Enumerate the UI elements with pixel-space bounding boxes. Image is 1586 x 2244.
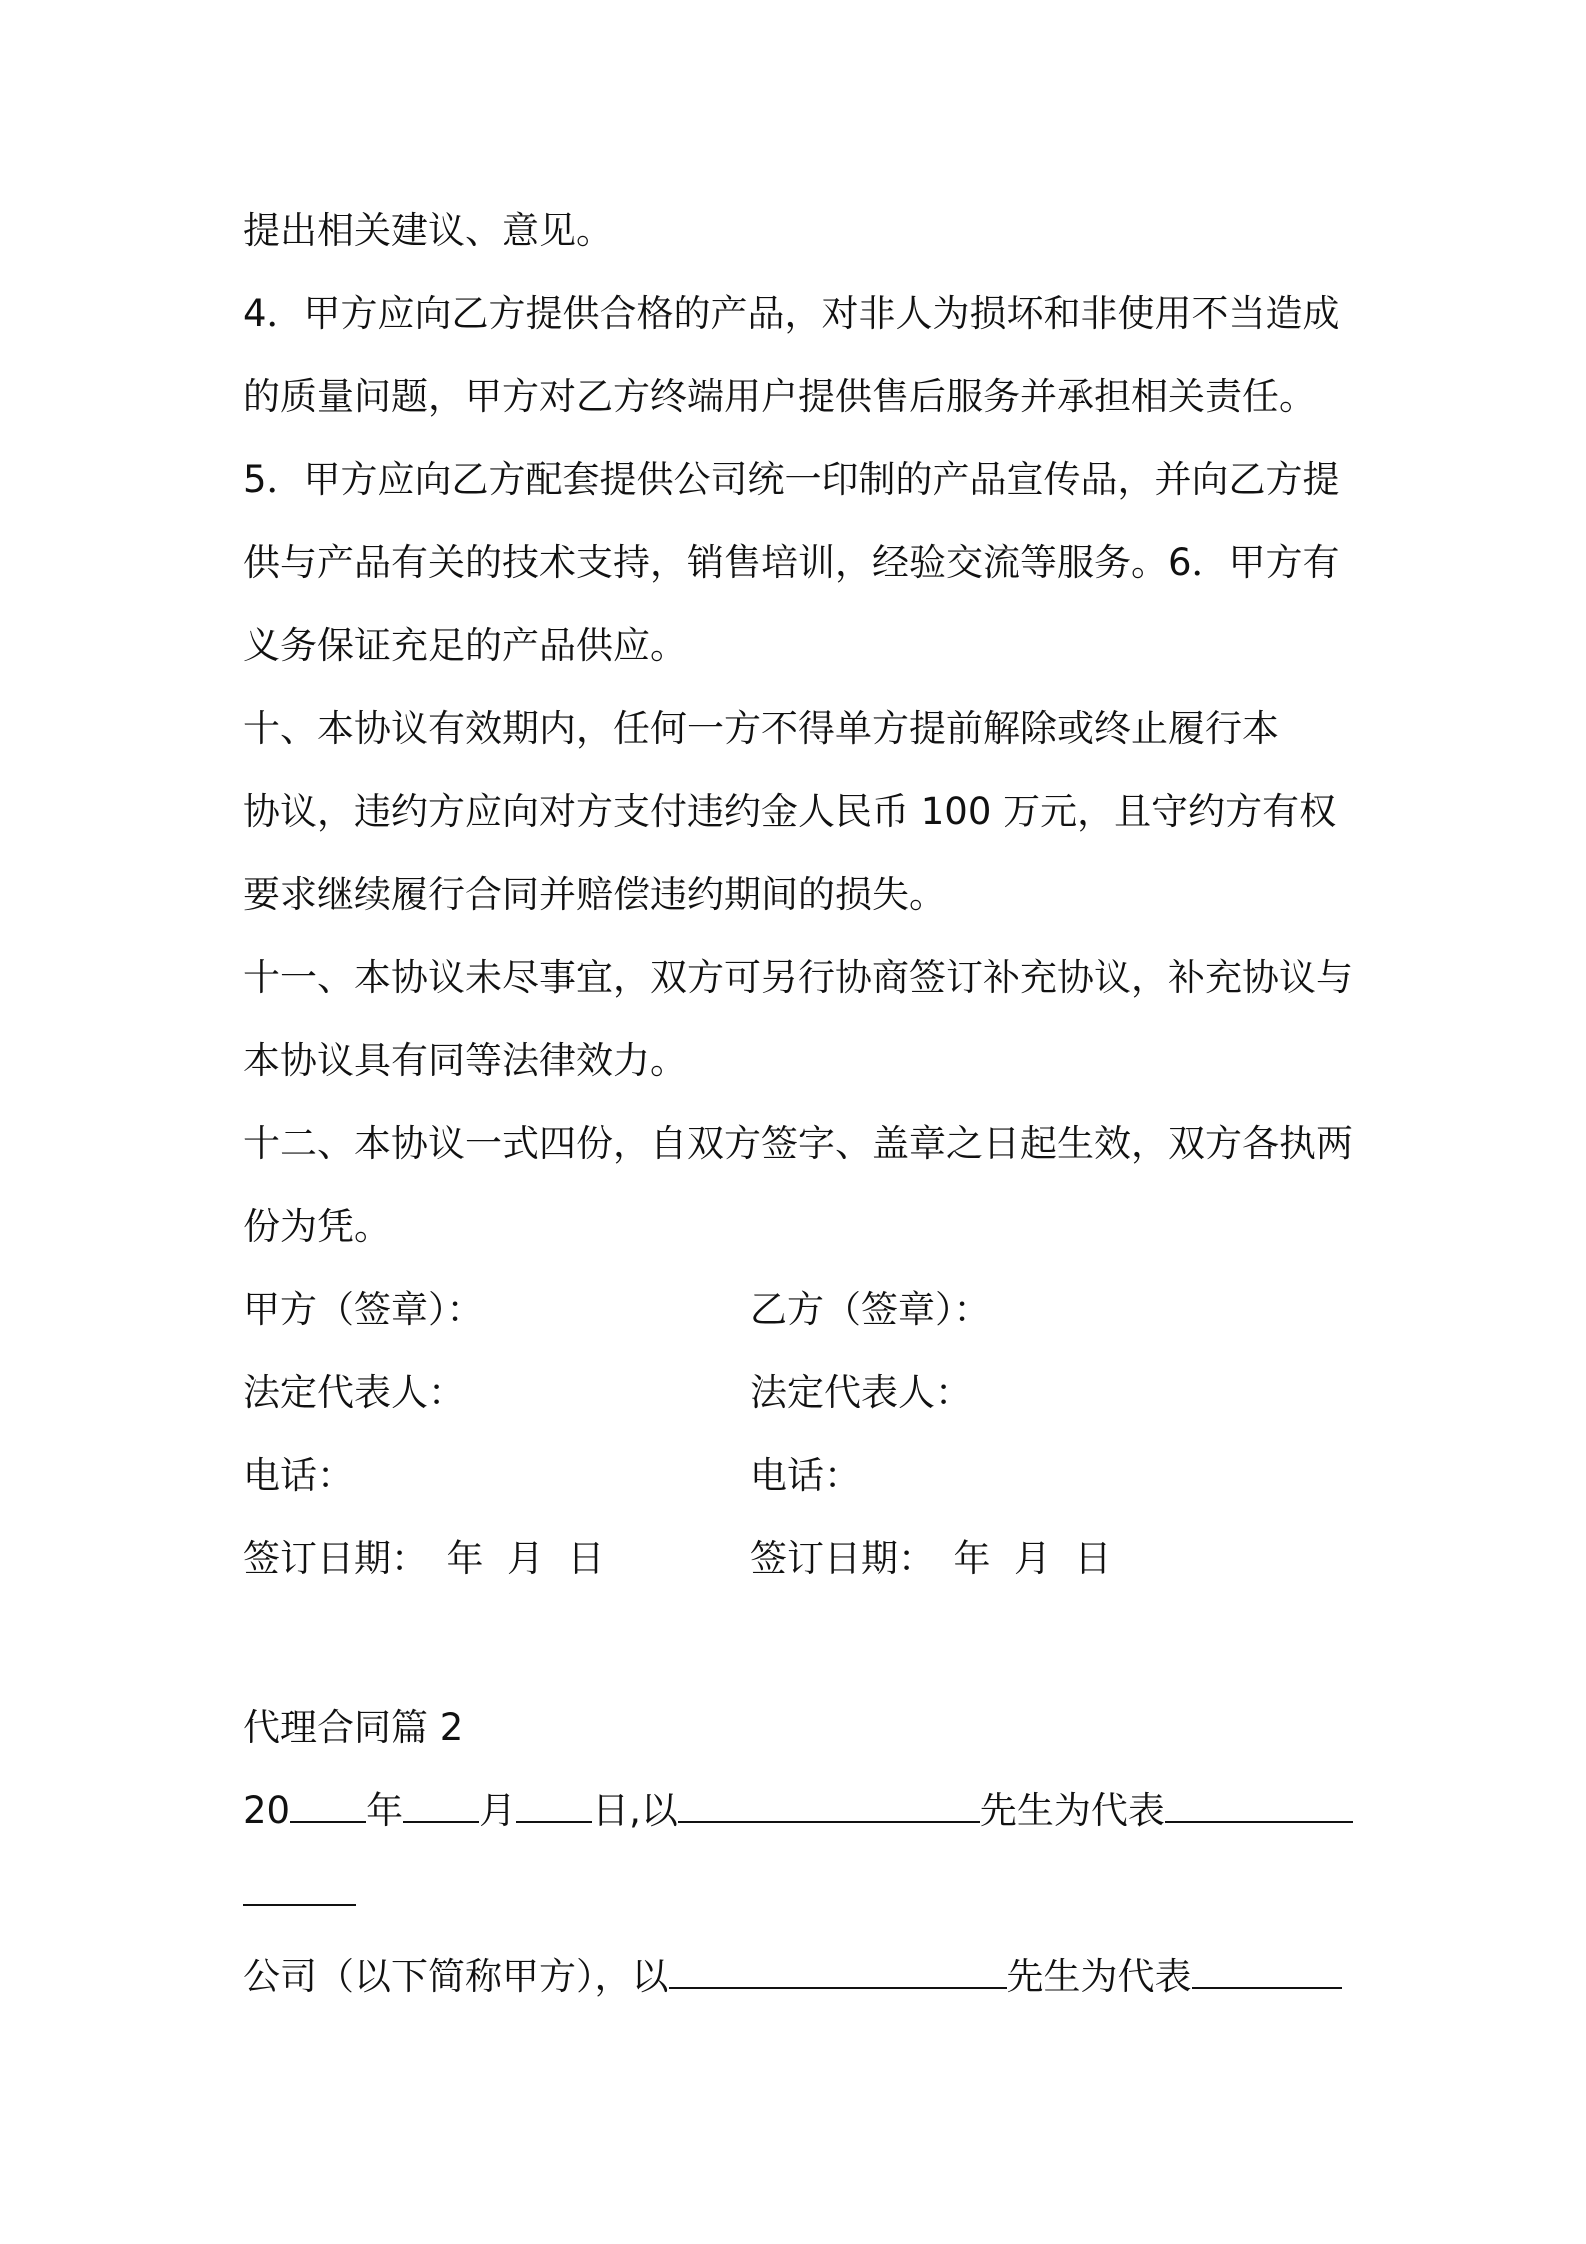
party-a-phone-label: 电话：: [243, 1454, 354, 1497]
party-b-phone-label: 电话：: [750, 1454, 861, 1497]
signature-row: [243, 1534, 1353, 1584]
paragraph-line: 的质量问题，甲方对乙方终端用户提供售后服务并承担相关责任。: [243, 375, 1316, 418]
year-label: 年: [366, 1789, 404, 1832]
party-intro-line: [243, 1952, 1353, 2002]
day-blank[interactable]: [516, 1787, 592, 1823]
paragraph-line: 供与产品有关的技术支持，销售培训，经验交流等服务。6．甲方有: [243, 541, 1340, 584]
paragraph-line: 协议，违约方应向对方支付违约金人民币 100 万元，且守约方有权: [243, 790, 1337, 833]
paragraph-line: 要求继续履行合同并赔偿违约期间的损失。: [243, 873, 946, 916]
paragraph-line: 十一、本协议未尽事宜，双方可另行协商签订补充协议，补充协议与: [243, 956, 1353, 999]
contract-date-line: [243, 1786, 1353, 1836]
company-name-blank-continued[interactable]: [243, 1870, 356, 1906]
paragraph-line: 义务保证充足的产品供应。: [243, 624, 687, 667]
party-b-date-label: 签订日期： 年 月 日: [750, 1537, 1112, 1580]
party-a-rep-label: 法定代表人：: [243, 1371, 465, 1414]
company-name-blank[interactable]: [1165, 1787, 1353, 1823]
continuation-line: [243, 1869, 1353, 1919]
paragraph-line: 提出相关建议、意见。: [243, 209, 613, 252]
signature-row: [243, 1285, 1353, 1335]
rep-name-blank[interactable]: [669, 1953, 1007, 1989]
month-label: 月: [479, 1789, 517, 1832]
paragraph-line: 4．甲方应向乙方提供合格的产品，对非人为损坏和非使用不当造成: [243, 292, 1340, 335]
month-blank[interactable]: [403, 1787, 479, 1823]
section-title: 代理合同篇 2: [243, 1706, 464, 1749]
day-label: 日,以: [592, 1789, 678, 1832]
rep-label: 先生为代表: [1006, 1955, 1192, 1998]
party-a-seal-label: 甲方（签章）：: [243, 1288, 484, 1331]
signature-row: [243, 1368, 1353, 1418]
paragraph-line: 十、本协议有效期内，任何一方不得单方提前解除或终止履行本: [243, 707, 1279, 750]
party-b-name-blank[interactable]: [1192, 1953, 1342, 1989]
paragraph-line: 十二、本协议一式四份，自双方签字、盖章之日起生效，双方各执两: [243, 1122, 1353, 1165]
rep-name-blank[interactable]: [678, 1787, 980, 1823]
rep-label: 先生为代表: [979, 1789, 1165, 1832]
party-a-date-label: 签订日期： 年 月 日: [243, 1537, 605, 1580]
signature-row: [243, 1451, 1353, 1501]
paragraph-line: 份为凭。: [243, 1205, 391, 1248]
party-b-seal-label: 乙方（签章）：: [750, 1288, 991, 1331]
paragraph-line: 5．甲方应向乙方配套提供公司统一印制的产品宣传品，并向乙方提: [243, 458, 1340, 501]
company-label: 公司（以下简称甲方），以: [243, 1955, 669, 1998]
paragraph-line: 本协议具有同等法律效力。: [243, 1039, 687, 1082]
party-b-rep-label: 法定代表人：: [750, 1371, 972, 1414]
year-blank[interactable]: [290, 1787, 366, 1823]
year-prefix: 20: [243, 1789, 291, 1832]
